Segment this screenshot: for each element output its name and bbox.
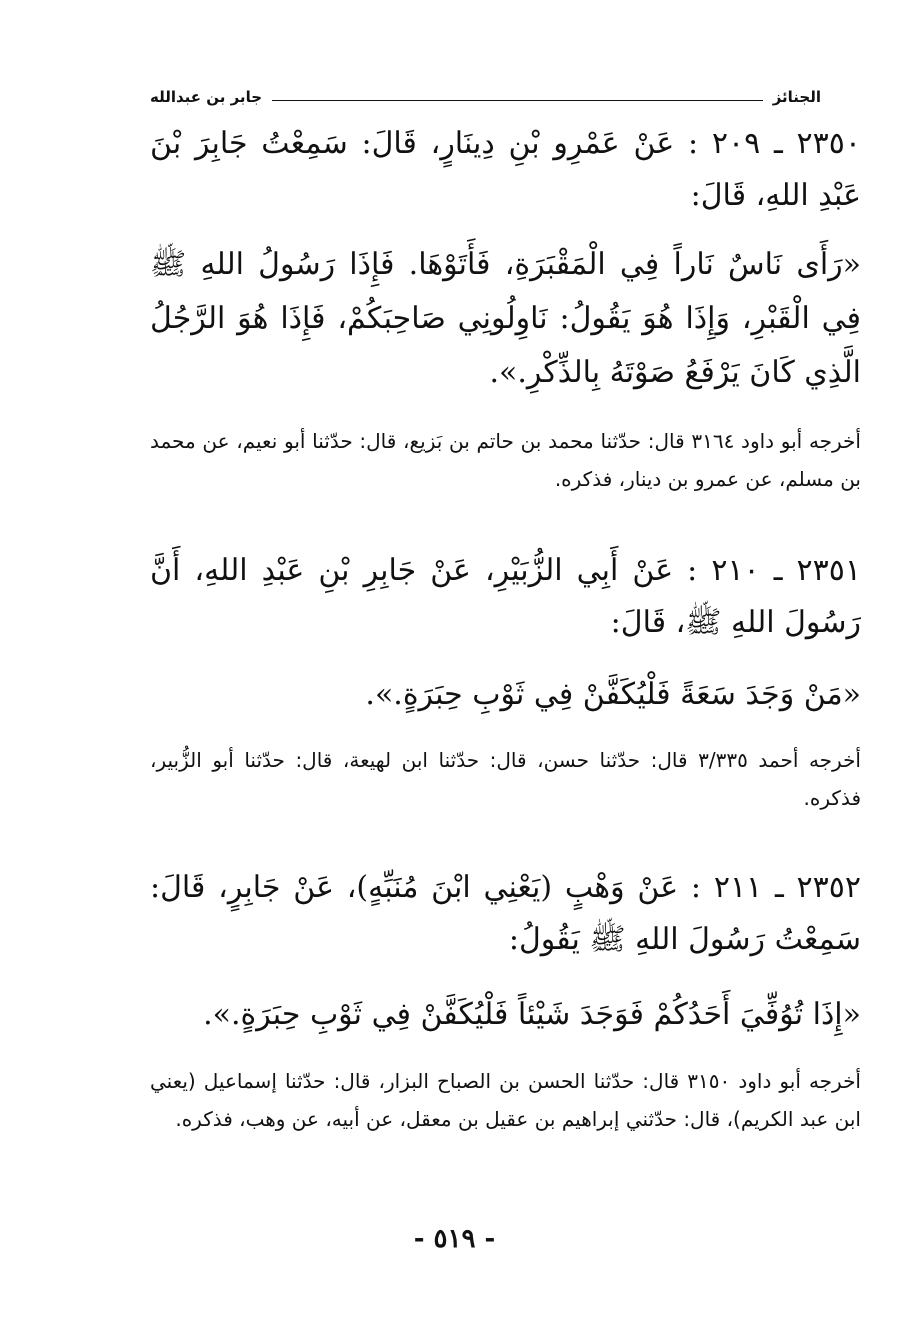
hadith-2350-takhrij: أخرجه أبو داود ٣١٦٤ قال: حدّثنا محمد بن حاتم بن بَزيع، قال: حدّثنا أبو نعيم، عن محمد بن مسلم، عن عمرو بن دينار، فذكره. <box>150 429 861 491</box>
hadith-2350-matn: «رَأَى نَاسٌ نَاراً فِي الْمَقْبَرَةِ، فَأَتَوْهَا. فَإِذَا رَسُولُ اللهِ ﷺ فِي الْقَبْرِ، وَإِذَا هُوَ يَقُولُ: نَاوِلُونِي صَاحِبَكُمْ، فَإِذَا هُوَ الرَّجُلُ الَّذِي كَانَ يَرْفَعُ صَوْتَهُ بِالذِّكْرِ.». <box>150 247 861 390</box>
running-header <box>150 82 821 112</box>
narrator-name: جابر بن عبدالله <box>150 88 263 106</box>
hadith-2352-matn: «إِذَا تُوُفِّيَ أَحَدُكُمْ فَوَجَدَ شَيْئاً فَلْيُكَفَّنْ فِي ثَوْبِ حِبَرَةٍ.». <box>203 997 861 1032</box>
header-rule <box>272 100 763 101</box>
hadith-2351-matn: «مَنْ وَجَدَ سَعَةً فَلْيُكَفَّنْ فِي ثَوْبِ حِبَرَةٍ.». <box>365 677 861 712</box>
hadith-2352-isnad: ٢٣٥٢ ـ ٢١١ : عَنْ وَهْبٍ (يَعْنِي ابْنَ مُنَبِّهٍ)، عَنْ جَابِرٍ، قَالَ: سَمِعْتُ رَسُولَ اللهِ ﷺ يَقُولُ: <box>150 870 861 957</box>
chapter-title: الجنائز <box>772 88 821 106</box>
page-number: - ٥١٩ - <box>413 1224 496 1254</box>
hadith-2350-isnad: ٢٣٥٠ ـ ٢٠٩ : عَنْ عَمْرِو بْنِ دِينَارٍ، قَالَ: سَمِعْتُ جَابِرَ بْنَ عَبْدِ اللهِ، قَالَ: <box>150 126 861 213</box>
hadith-2351-isnad: ٢٣٥١ ـ ٢١٠ : عَنْ أَبِي الزُّبَيْرِ، عَنْ جَابِرِ بْنِ عَبْدِ اللهِ، أَنَّ رَسُولَ اللهِ ﷺ، قَالَ: <box>150 553 861 640</box>
hadith-2352-takhrij: أخرجه أبو داود ٣١٥٠ قال: حدّثنا الحسن بن الصباح البزار، قال: حدّثنا إسماعيل (يعني ابن عبد الكريم)، قال: حدّثني إبراهيم بن عقيل بن معقل، عن أبيه، عن وهب، فذكره. <box>150 1069 861 1131</box>
hadith-2351-takhrij: أخرجه أحمد ٣/٣٣٥ قال: حدّثنا حسن، قال: حدّثنا ابن لهيعة، قال: حدّثنا أبو الزُّبير، فذكره. <box>150 748 861 810</box>
